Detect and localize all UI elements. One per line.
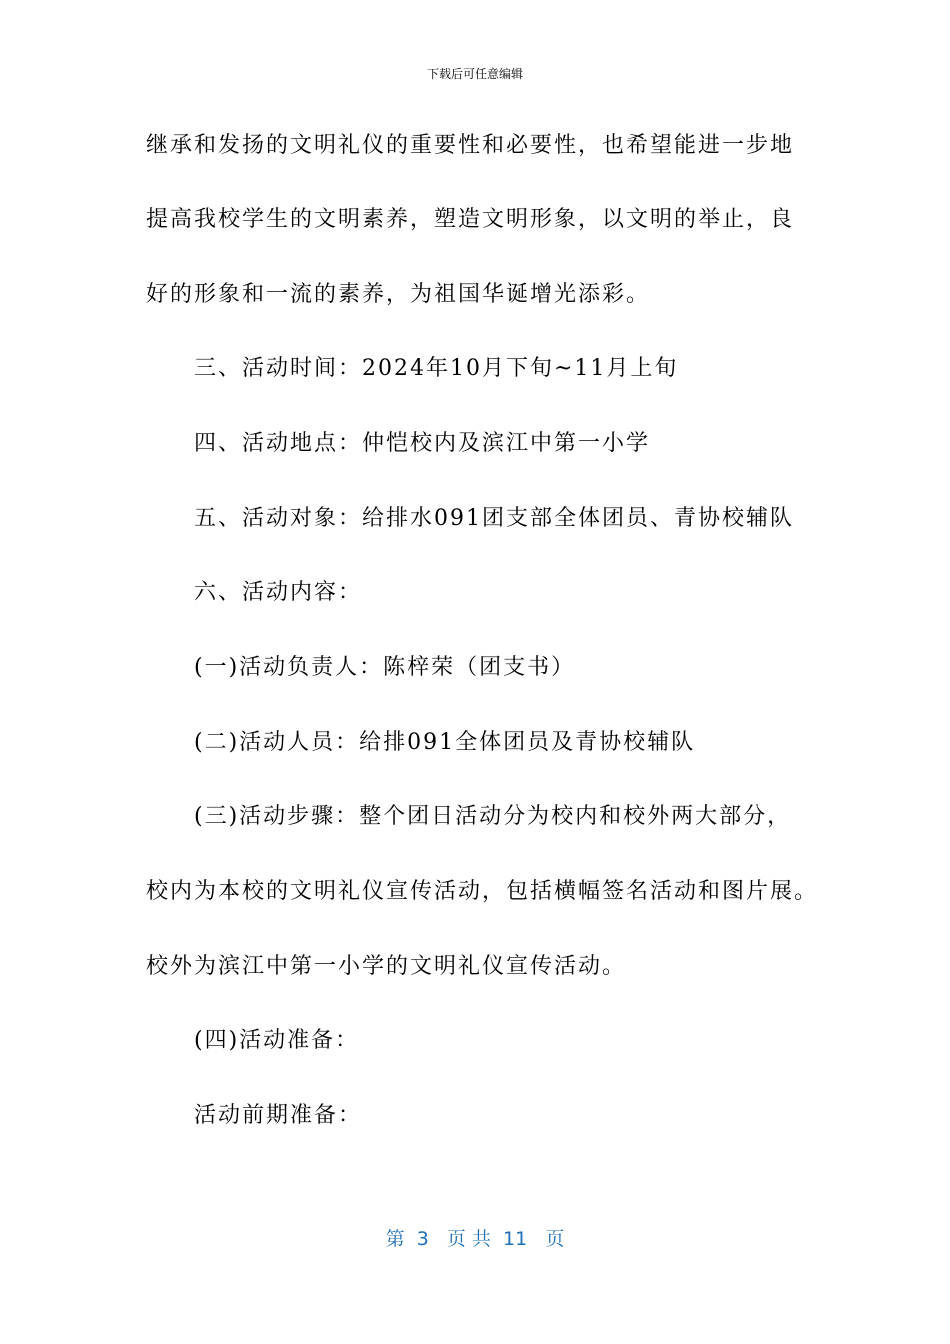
- body-line-12: 校外为滨江中第一小学的文明礼仪宣传活动。: [146, 954, 627, 979]
- body-line-9: (二)活动人员：给排091全体团员及青协校辅队: [194, 730, 696, 755]
- body-line-11: 校内为本校的文明礼仪宣传活动，包括横幅签名活动和图片展。: [146, 879, 819, 904]
- body-line-14: 活动前期准备：: [194, 1103, 363, 1128]
- body-line-1: 继承和发扬的文明礼仪的重要性和必要性，也希望能进一步地: [146, 133, 795, 158]
- body-line-13: (四)活动准备：: [194, 1028, 360, 1053]
- body-line-6: 五、活动对象：给排水091团支部全体团员、青协校辅队: [194, 506, 794, 531]
- body-line-8: (一)活动负责人：陈梓荣（团支书）: [194, 655, 576, 680]
- page-footer: 第 3 页 共 11 页: [385, 1228, 565, 1250]
- body-line-7: 六、活动内容：: [194, 580, 363, 605]
- page-header: 下载后可任意编辑: [426, 67, 523, 81]
- body-line-10: (三)活动步骤：整个团日活动分为校内和校外两大部分，: [194, 804, 792, 829]
- body-line-3: 好的形象和一流的素养，为祖国华诞增光添彩。: [146, 282, 651, 307]
- body-line-5: 四、活动地点：仲恺校内及滨江中第一小学: [194, 431, 651, 456]
- body-line-4: 三、活动时间：2024年10月下旬~11月上旬: [194, 356, 679, 381]
- body-line-2: 提高我校学生的文明素养，塑造文明形象，以文明的举止，良: [146, 207, 795, 232]
